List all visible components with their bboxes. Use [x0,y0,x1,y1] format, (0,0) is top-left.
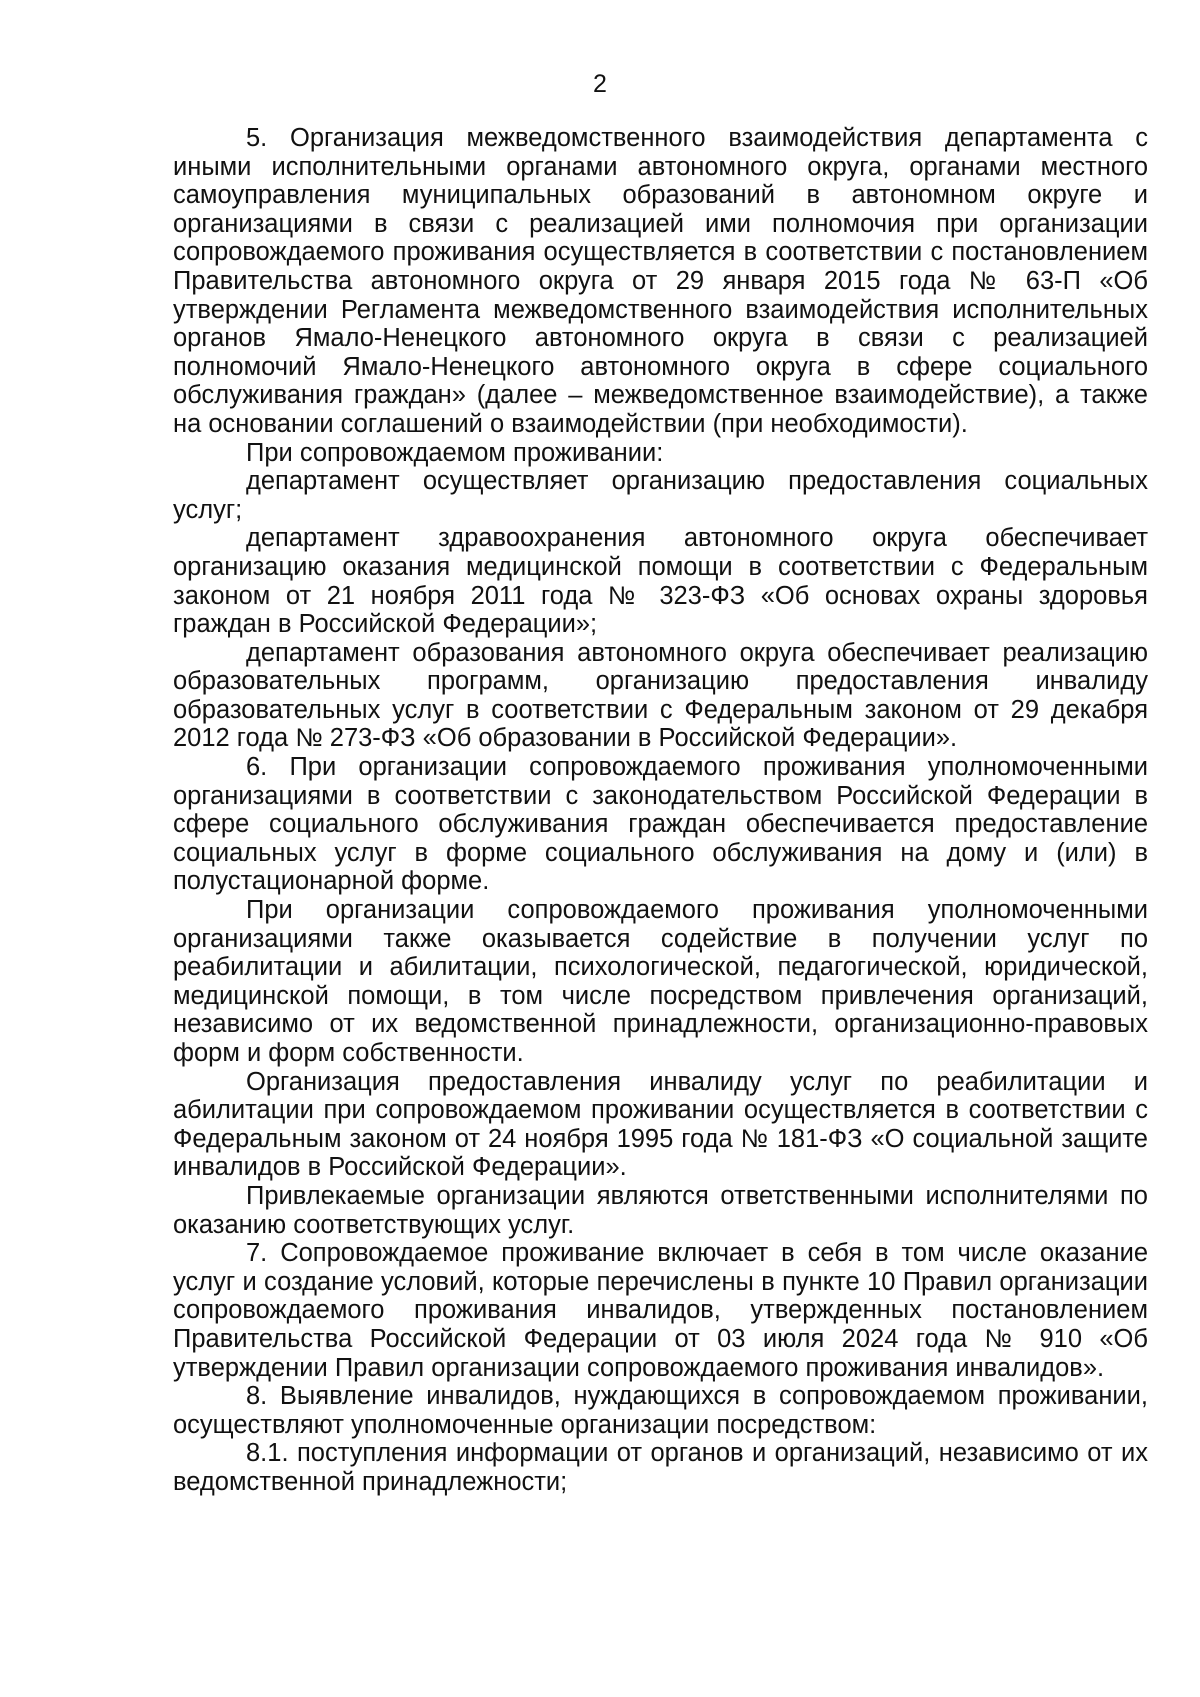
paragraph-8-1: 8.1. поступления информации от органов и организаций, независимо от их ведомственной принадлежности; [173,1439,1148,1496]
page-number: 2 [593,70,607,98]
paragraph-7: 7. Сопровождаемое проживание включает в себя в том числе оказание услуг и создание условий, которые перечислены в пункте 10 Правил организации сопровождаемого проживания инвалидов, утвержденных постановлением Правительства Российской Федерации от 03 июля 2024 года № 910 «Об утверждении Правил организации сопровождаемого проживания инвалидов». [173,1239,1148,1382]
paragraph-department-social: департамент осуществляет организацию предоставления социальных услуг; [173,467,1148,524]
paragraph-assistance: При организации сопровождаемого проживания уполномоченными организациями также оказывается содействие в получении услуг по реабилитации и абилитации, психологической, педагогической, юридической, медицинской помощи, в том числе посредством привлечения организаций, независимо от их ведомственной принадлежности, организационно-правовых форм и форм собственности. [173,896,1148,1067]
paragraph-department-health: департамент здравоохранения автономного округа обеспечивает организацию оказания медицинской помощи в соответствии с Федеральным законом от 21 ноября 2011 года № 323-ФЗ «Об основах охраны здоровья граждан в Российской Федерации»; [173,524,1148,639]
paragraph-department-education: департамент образования автономного округа обеспечивает реализацию образовательных программ, организацию предоставления инвалиду образовательных услуг в соответствии с Федеральным законом от 29 декабря 2012 года № 273-ФЗ «Об образовании в Российской Федерации». [173,638,1148,753]
paragraph-involved-organizations: Привлекаемые организации являются ответственными исполнителями по оказанию соответствующих услуг. [173,1181,1148,1239]
paragraph-supported-living-intro: При сопровождаемом проживании: [246,438,664,467]
paragraph-6: 6. При организации сопровождаемого проживания уполномоченными организациями в соответствии с законодательством Российской Федерации в сфере социального обслуживания граждан обеспечивается предоставление социальных услуг в форме социального обслуживания на дому и (или) в полустационарной форме. [173,753,1148,896]
paragraph-8: 8. Выявление инвалидов, нуждающихся в сопровождаемом проживании, осуществляют уполномоченные организации посредством: [173,1382,1148,1439]
paragraph-5: 5. Организация межведомственного взаимодействия департамента с иными исполнительными органами автономного округа, органами местного самоуправления муниципальных образований в автономном округе и организациями в связи с реализацией ими полномочия при организации сопровождаемого проживания осуществляется в соответствии с постановлением Правительства автономного округа от 29 января 2015 года № 63-П «Об утверждении Регламента межведомственного взаимодействия исполнительных органов Ямало-Ненецкого автономного округа в связи с реализацией полномочий Ямало-Ненецкого автономного округа в сфере социального обслуживания граждан» (далее – межведомственное взаимодействие), а также на основании соглашений о взаимодействии (при необходимости). [173,124,1148,438]
paragraph-rehabilitation: Организация предоставления инвалиду услуг по реабилитации и абилитации при сопровождаемом проживании осуществляется в соответствии с Федеральным законом от 24 ноября 1995 года № 181-ФЗ «О социальной защите инвалидов в Российской Федерации». [173,1067,1148,1182]
document-body [173,124,1148,1497]
